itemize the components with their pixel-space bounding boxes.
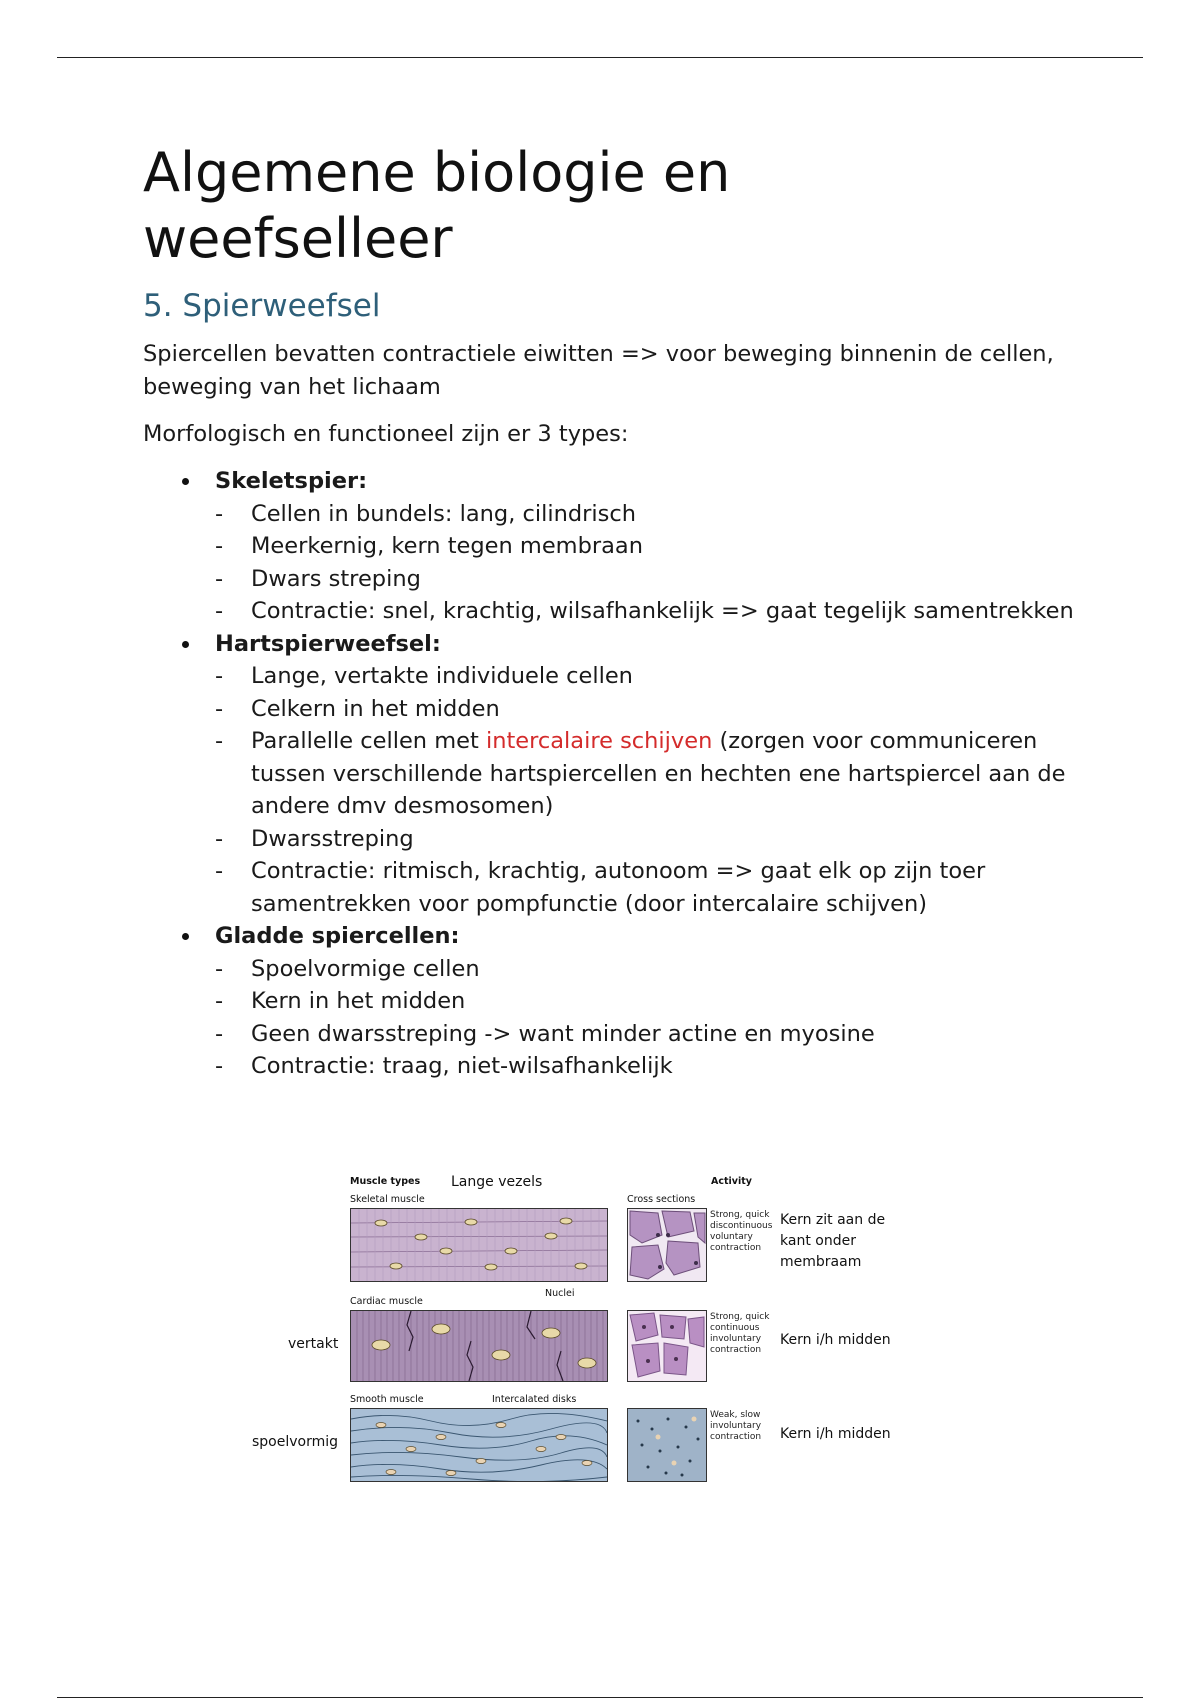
list-item: - Geen dwarsstreping -> want minder actine en myosine [215,1018,1083,1051]
list-item-parallel [215,725,1083,823]
type-title: Skeletspier: [215,468,368,494]
bottom-rule [57,1697,1143,1698]
list-item: - Contractie: traag, niet-wilsafhankelijk [215,1050,1083,1083]
list-item: - Kern in het midden [215,985,1083,1018]
skeletal-cross-section-drawing [628,1209,706,1281]
parallel-explanation: (zorgen voor communiceren tussen verschillende hartspiercellen en hechten ene hartspiercel aan de andere dmv desmosomen) [251,728,1066,819]
property-list [215,953,1083,1083]
list-item: - Meerkernig, kern tegen membraan [215,530,1083,563]
annotation-cardiac-kern: Kern i/h midden [780,1332,891,1348]
annotation-lange-vezels: Lange vezels [451,1174,543,1190]
skeletal-label: Skeletal muscle [350,1194,425,1205]
parallel-text: Parallelle cellen met [251,728,486,754]
property-list [215,660,1083,920]
annotation-vertakt: vertakt [288,1336,339,1352]
type-item-smooth [179,920,1083,1083]
section-heading: 5. Spierweefsel [143,288,381,324]
list-item: - Dwars streping [215,563,1083,596]
list-item: - Celkern in het midden [215,693,1083,726]
intro-paragraph: Spiercellen bevatten contractiele eiwitten => voor beweging binnenin de cellen, beweging van het lichaam [143,341,1054,400]
activity-line: voluntary [710,1232,753,1242]
activity-line: contraction [710,1345,762,1355]
activity-line: involuntary [710,1334,762,1344]
muscle-types-list [143,465,1083,1083]
activity-line: Strong, quick [710,1210,770,1220]
nuclei-label: Nuclei [545,1288,575,1299]
activity-line: contraction [710,1432,762,1442]
smooth-muscle-image [350,1408,608,1482]
annotation-smooth-kern: Kern i/h midden [780,1426,891,1442]
annotation-spoelvormig: spoelvormig [252,1434,339,1450]
skeletal-muscle-image [350,1208,608,1282]
cardiac-muscle-drawing [351,1311,607,1381]
type-item-cardiac [179,628,1083,921]
muscle-types-label: Muscle types [350,1176,421,1187]
intercalated-disks-label: Intercalated disks [492,1394,577,1405]
list-item: - Lange, vertakte individuele cellen [215,660,1083,693]
smooth-muscle-drawing [351,1409,607,1481]
activity-skeletal [710,1210,780,1254]
cardiac-cross-section [627,1310,707,1382]
page-content [143,140,1083,1083]
activity-label: Activity [711,1176,752,1187]
page-title: Algemene biologie en weefselleer [143,141,731,270]
list-item: - Contractie: ritmisch, krachtig, autonoom => gaat elk op zijn toer samentrekken voor pompfunctie (door intercalaire schijven) [215,855,1083,920]
cross-sections-label: Cross sections [627,1194,696,1205]
activity-line: continuous [710,1323,760,1333]
activity-line: Strong, quick [710,1312,770,1322]
activity-line: Weak, slow [710,1410,761,1420]
annotation-skeletal-kern: Kern zit aan de kant onder membraam [780,1212,886,1270]
cardiac-label: Cardiac muscle [350,1296,423,1307]
activity-cardiac [710,1312,780,1356]
top-rule [57,57,1143,58]
type-item-skeletal [179,465,1083,628]
activity-line: involuntary [710,1421,762,1431]
list-item: - Dwarsstreping [215,823,1083,856]
activity-smooth [710,1410,780,1443]
activity-line: discontinuous [710,1221,773,1231]
type-title: Hartspierweefsel: [215,630,441,657]
skeletal-cross-section [627,1208,707,1282]
type-title: Gladde spiercellen: [215,923,460,949]
cardiac-cross-section-drawing [628,1311,706,1381]
muscle-types-figure [250,1170,910,1490]
activity-line: contraction [710,1243,762,1253]
list-item: - Spoelvormige cellen [215,953,1083,986]
smooth-cross-section [627,1408,707,1482]
cardiac-muscle-image [350,1310,608,1382]
types-intro: Morfologisch en functioneel zijn er 3 types: [143,421,629,447]
list-item: - Contractie: snel, krachtig, wilsafhankelijk => gaat tegelijk samentrekken [215,595,1083,628]
skeletal-muscle-drawing [351,1209,607,1281]
smooth-cross-section-drawing [628,1409,706,1481]
list-item: - Cellen in bundels: lang, cilindrisch [215,498,1083,531]
property-list [215,498,1083,628]
smooth-label: Smooth muscle [350,1394,424,1405]
highlighted-term: intercalaire schijven [485,728,713,754]
